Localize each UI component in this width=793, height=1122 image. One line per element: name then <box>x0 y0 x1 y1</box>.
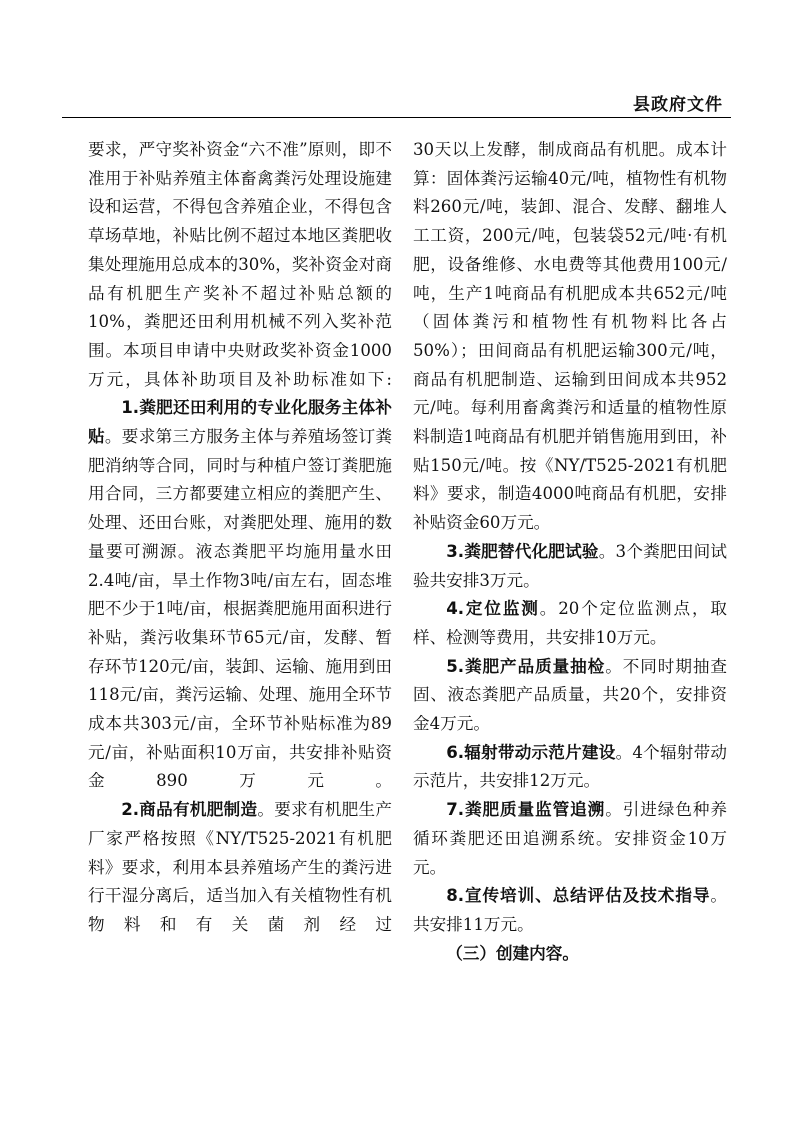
item-2-body: 。要求有机肥生产厂家严格按照《NY/T525-2021有机肥料》要求，利用本县养殖场产生的粪污进行干湿分离后，适当加入有关植物性有机物料和有关菌剂经过 <box>88 800 392 934</box>
paragraph-cost-calculation: 30天以上发酵，制成商品有机肥。成本计算：固体粪污运输40元/吨，植物性有机物料260元/吨，装卸、混合、发酵、翻堆人工工资，200元/吨，包装袋52元/吨·有机肥，设备维修、水电费等其他费用100元/吨，生产1吨商品有机肥成本共652元/吨（固体粪污和植物性有机物料比各占50%）；田间商品有机肥运输300元/吨，商品有机肥制造、运输到田间成本共952元/吨。每利用畜禽粪污和适量的植物性原料制造1吨商品有机肥并销售施用到田，补贴150元/吨。按《NY/T525-2021有机肥料》要求，制造4000吨商品有机肥，安排补贴资金60万元。 <box>413 140 727 533</box>
item-2-title: 2.商品有机肥制造 <box>121 800 258 820</box>
item-7-title: 7.粪肥质量监管追溯 <box>446 800 606 820</box>
item-5-paragraph <box>413 653 727 739</box>
item-4-body: 。20个定位监测点，取样、检测等费用，共安排10万元。 <box>413 599 727 647</box>
left-column <box>88 136 392 940</box>
item-8-body: 。共安排11万元。 <box>413 886 727 934</box>
item-2-paragraph <box>88 796 392 940</box>
header-divider <box>62 117 731 118</box>
item-5-title: 5.粪肥产品质量抽检 <box>446 656 606 676</box>
item-3-title: 3.粪肥替代化肥试验 <box>446 541 599 561</box>
item-5-body: 。不同时期抽查固、液态粪肥产品质量，共20个，安排资金4万元。 <box>413 656 727 734</box>
paragraph-subsidy-principles: 要求，严守奖补资金“六不准”原则，即不准用于补贴养殖主体畜禽粪污处理设施建设和运营，不得包含养殖企业，不得包含草场草地，补贴比例不超过本地区粪肥收集处理施用总成本的30%，奖补资金对商品有机肥生产奖补不超过补贴总额的10%，粪肥还田利用机械不列入奖补范围。本项目申请中央财政奖补资金1000万元，具体补助项目及补助标准如下: <box>88 140 392 389</box>
item-3-body: 。3个粪肥田间试验共安排3万元。 <box>413 541 727 590</box>
item-1-body: 。要求第三方服务主体与养殖场签订粪肥消纳等合同，同时与种植户签订粪肥施用合同，三方都要建立相应的粪肥产生、处理、还田台账，对粪肥处理、施用的数量要可溯源。液态粪肥平均施用量水田2.4吨/亩，旱土作物3吨/亩左右，固态堆肥不少于1吨/亩，根据粪肥施用面积进行补贴，粪污收集环节65元/亩，发酵、暂存环节120元/亩，装卸、运输、施用到田118元/亩，粪污运输、处理、施用全环节成本共303元/亩，全环节补贴标准为89元/亩，补贴面积10万亩，共安排补贴资金890万元。 <box>88 427 392 791</box>
item-4-title: 4.定位监测 <box>446 599 540 619</box>
right-column <box>413 136 727 968</box>
item-3-paragraph <box>413 538 727 595</box>
item-6-title: 6.辐射带动示范片建设 <box>446 742 616 762</box>
item-1-title: 1.粪肥还田利用的专业化服务主体补贴 <box>88 398 392 447</box>
item-7-paragraph <box>413 796 727 882</box>
item-1-paragraph <box>88 394 392 796</box>
item-4-paragraph <box>413 595 727 652</box>
item-8-paragraph <box>413 882 727 939</box>
document-header-title: 县政府文件 <box>633 95 723 115</box>
section-3-heading: （三）创建内容。 <box>446 943 579 963</box>
item-7-body: 。引进绿色种养循环粪肥还田追溯系统。安排资金10万元。 <box>413 800 727 877</box>
item-6-paragraph <box>413 739 727 796</box>
item-6-body: 。4个辐射带动示范片，共安排12万元。 <box>413 742 727 791</box>
item-8-title: 8.宣传培训、总结评估及技术指导 <box>446 886 711 906</box>
